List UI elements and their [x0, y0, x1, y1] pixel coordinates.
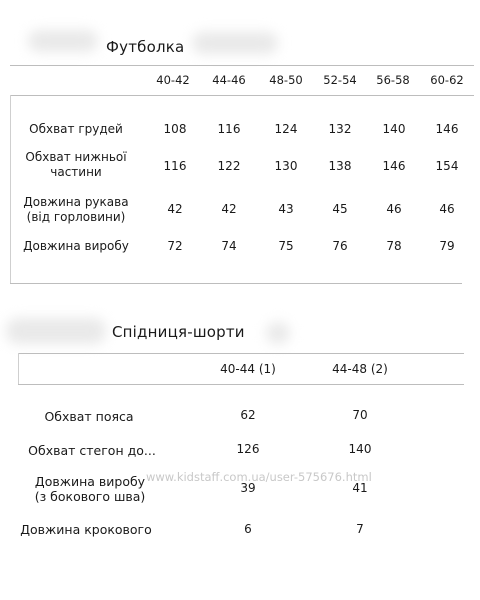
- table-cell: 7: [356, 522, 364, 536]
- table-cell: 122: [217, 159, 241, 173]
- tshirt-size-60-62: 60-62: [430, 73, 464, 87]
- table-cell: 70: [352, 408, 368, 422]
- table-cell: 124: [274, 122, 298, 136]
- tshirt-size-56-58: 56-58: [376, 73, 410, 87]
- table-cell: 74: [221, 239, 237, 253]
- table-cell: 72: [167, 239, 183, 253]
- row-label: (від горловини): [26, 210, 126, 224]
- table-cell: 140: [382, 122, 406, 136]
- table-cell: 146: [435, 122, 459, 136]
- watermark-text: www.kidstaff.com.ua/user-575676.html: [146, 470, 372, 484]
- tshirt-size-48-50: 48-50: [269, 73, 303, 87]
- row-label: Обхват грудей: [29, 122, 123, 136]
- table-cell: 140: [348, 442, 372, 456]
- tshirt-left-rule: [10, 95, 11, 283]
- table-cell: 116: [163, 159, 187, 173]
- table-cell: 138: [328, 159, 352, 173]
- table-cell: 130: [274, 159, 298, 173]
- table-cell: 146: [382, 159, 406, 173]
- table-cell: 43: [278, 202, 294, 216]
- table-cell: 116: [217, 122, 241, 136]
- tshirt-title: Футболка: [106, 38, 185, 56]
- table-cell: 132: [328, 122, 352, 136]
- table-cell: 39: [240, 481, 256, 495]
- table-cell: 76: [332, 239, 348, 253]
- table-cell: 46: [439, 202, 455, 216]
- tshirt-size-40-42: 40-42: [156, 73, 190, 87]
- row-label: Довжина рукава: [23, 195, 129, 209]
- table-cell: 41: [352, 481, 368, 495]
- skirt-left-rule: [18, 353, 19, 384]
- blurred-logo: [192, 32, 278, 54]
- tshirt-header-rule: [10, 95, 474, 96]
- table-cell: 62: [240, 408, 256, 422]
- table-cell: 6: [244, 522, 252, 536]
- blurred-logo: [28, 30, 98, 52]
- table-cell: 79: [439, 239, 455, 253]
- skirt-title: Спідниця-шорти: [112, 323, 245, 341]
- table-cell: 46: [386, 202, 402, 216]
- table-cell: 108: [163, 122, 187, 136]
- table-cell: 42: [167, 202, 183, 216]
- table-cell: 75: [278, 239, 294, 253]
- table-cell: 154: [435, 159, 459, 173]
- skirt-size-2: 44-48 (2): [332, 362, 388, 376]
- row-label: Обхват пояса: [44, 409, 134, 424]
- tshirt-bottom-rule: [10, 283, 462, 284]
- tshirt-size-44-46: 44-46: [212, 73, 246, 87]
- tshirt-size-52-54: 52-54: [323, 73, 357, 87]
- row-label: Обхват стегон до...: [28, 443, 156, 458]
- row-label: Довжина виробу: [23, 239, 129, 253]
- table-cell: 42: [221, 202, 237, 216]
- row-label: Довжина виробу: [34, 474, 146, 489]
- table-cell: 78: [386, 239, 402, 253]
- skirt-top-rule: [18, 353, 464, 354]
- row-label: (з бокового шва): [34, 489, 146, 504]
- blurred-logo: [266, 322, 290, 344]
- row-label: частини: [50, 165, 102, 179]
- row-label: Довжина крокового: [20, 522, 152, 537]
- table-cell: 126: [236, 442, 260, 456]
- table-cell: 45: [332, 202, 348, 216]
- skirt-size-1: 40-44 (1): [220, 362, 276, 376]
- tshirt-top-rule: [10, 65, 474, 66]
- skirt-header-rule: [18, 384, 464, 385]
- blurred-logo: [6, 318, 106, 344]
- row-label: Обхват нижньої: [25, 150, 127, 164]
